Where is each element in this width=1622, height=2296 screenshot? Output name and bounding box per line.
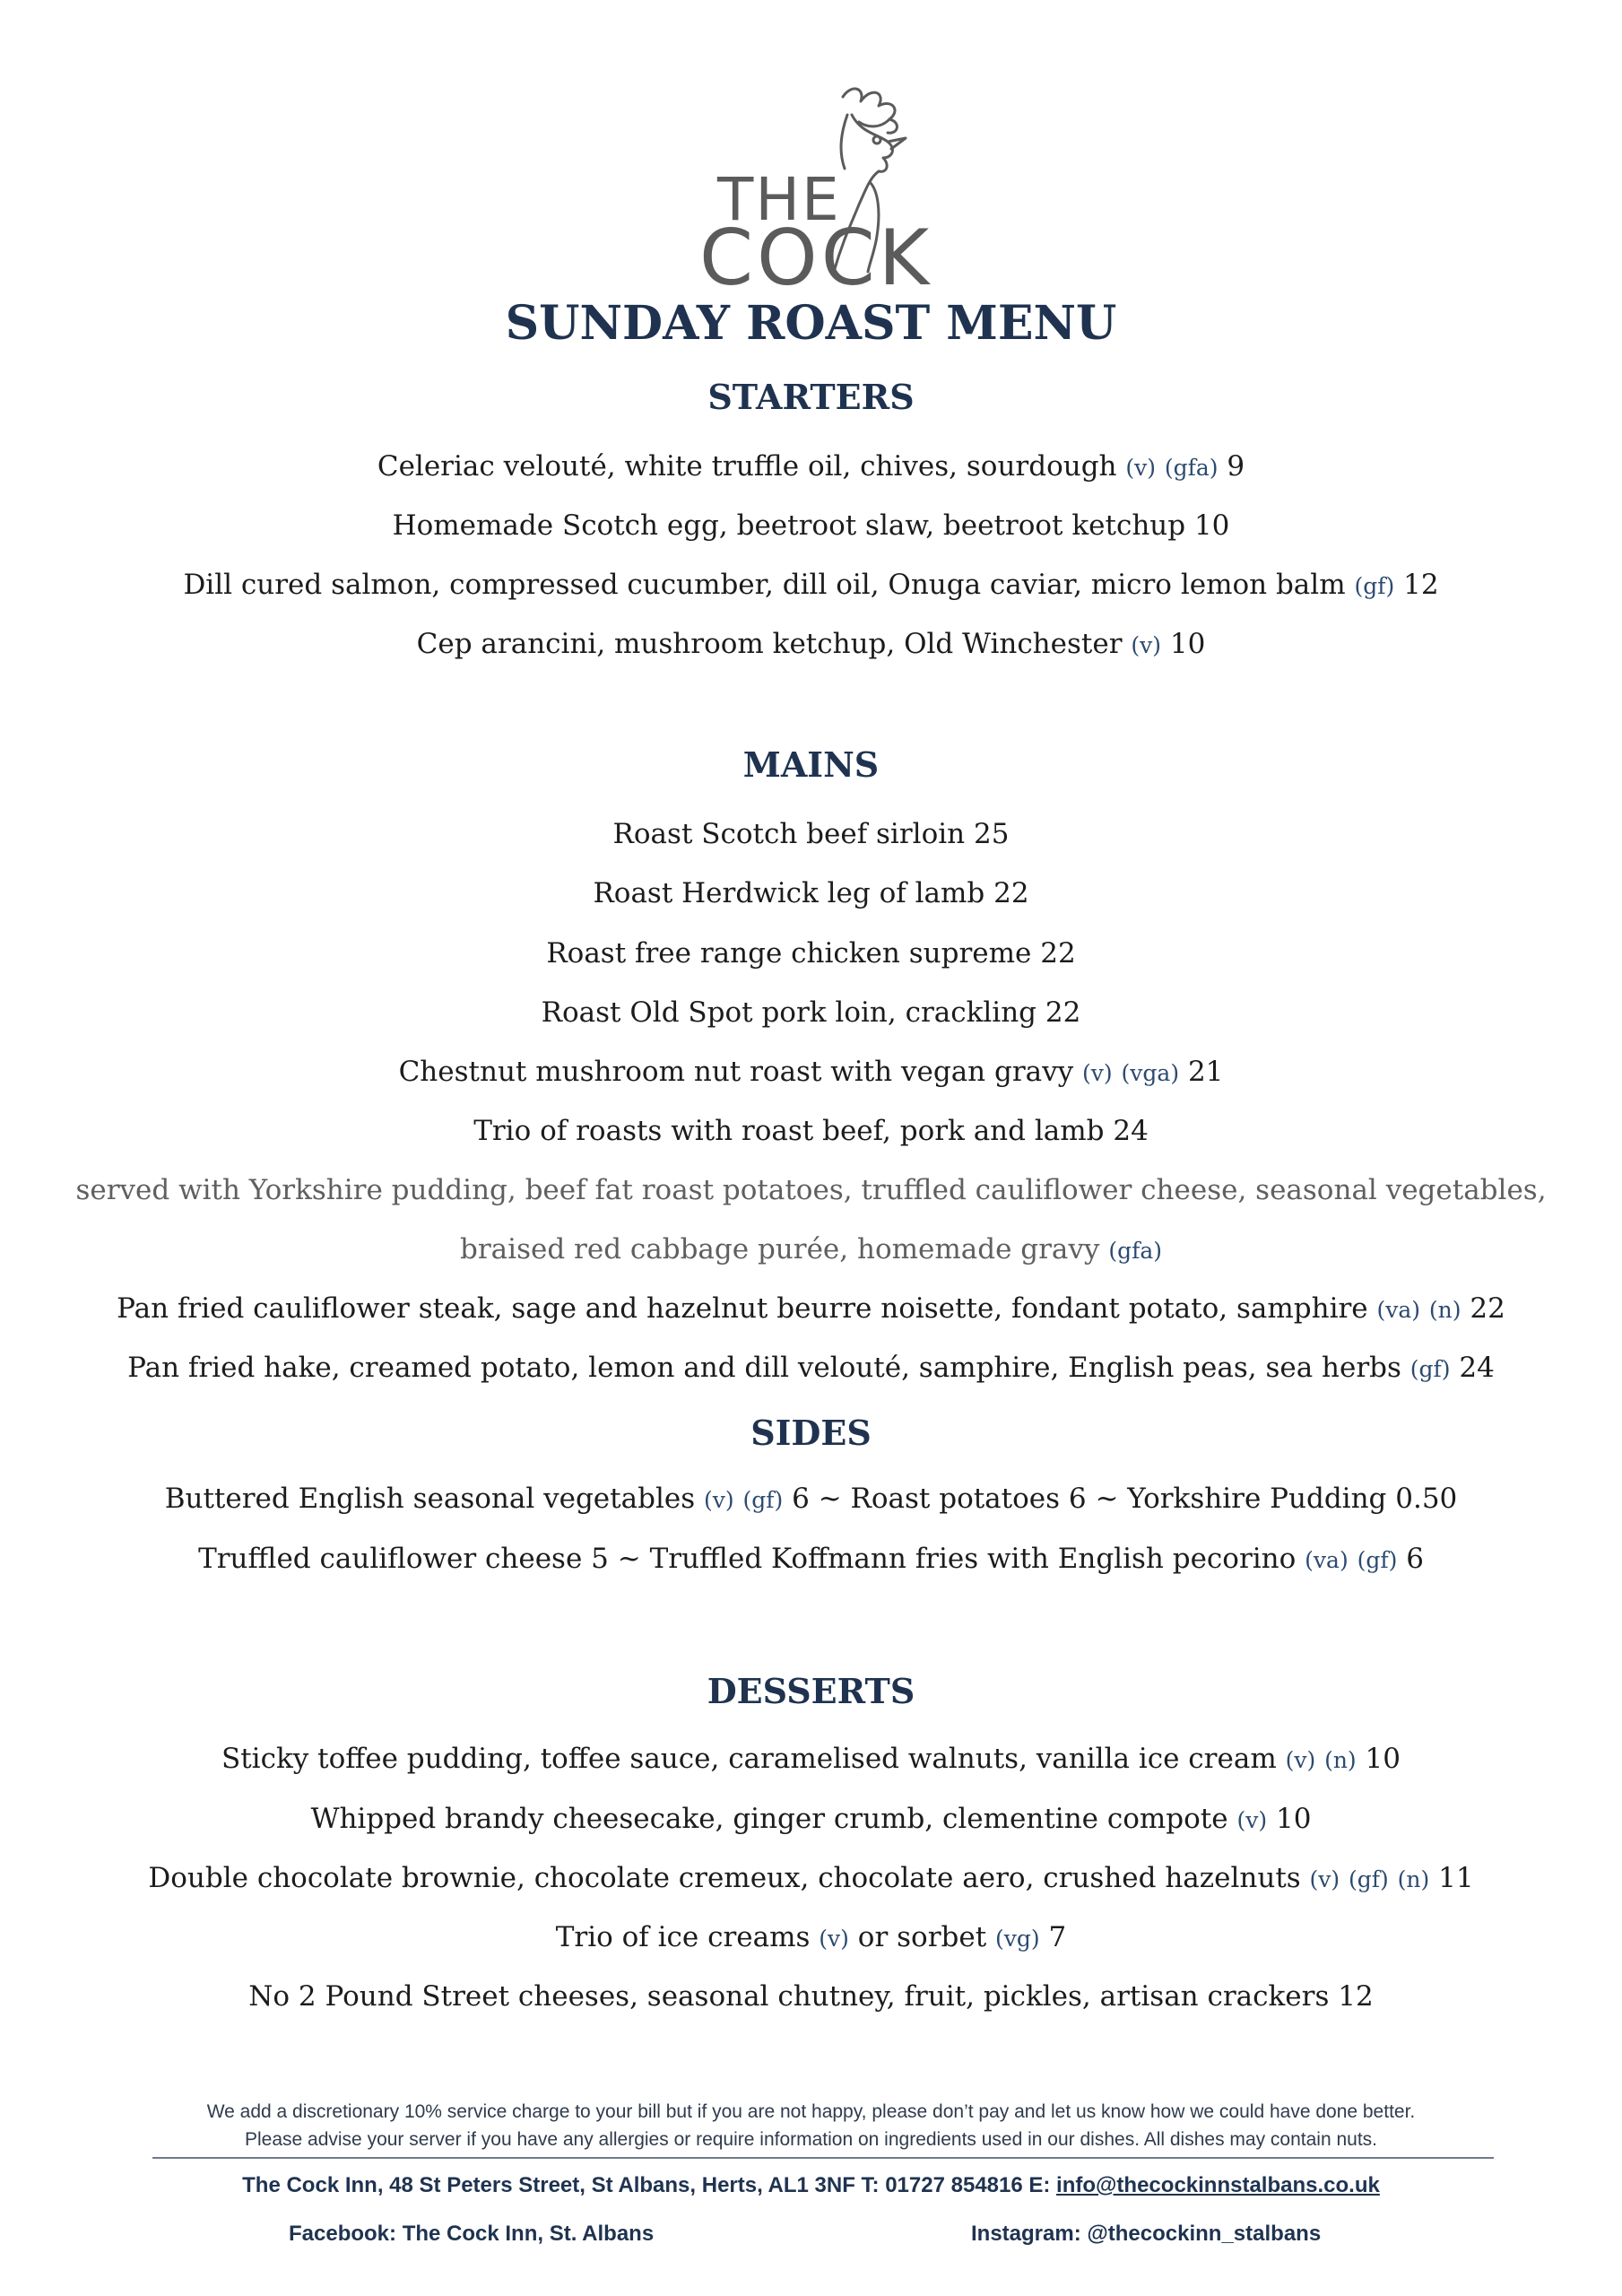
item-text: Cep arancini, mushroom ketchup, Old Winchester	[416, 628, 1123, 660]
menu-item	[0, 1483, 1622, 1515]
dietary-tag: (n)	[1324, 1747, 1357, 1773]
item-price: 9	[1227, 450, 1245, 483]
item-text: Roast Old Spot pork loin, crackling	[541, 996, 1037, 1029]
item-text: Trio of ice creams	[555, 1921, 811, 1953]
item-price: 22	[1040, 937, 1076, 970]
section-heading-sides: SIDES	[750, 1413, 872, 1453]
logo-text-cock: COCK	[699, 213, 933, 303]
dietary-tag: (va)	[1305, 1547, 1349, 1573]
item-price: 6	[1406, 1543, 1424, 1575]
item-text: 6 ~ Roast potatoes 6 ~ Yorkshire Pudding 0.50	[792, 1483, 1458, 1515]
dietary-tag: (vga)	[1121, 1060, 1180, 1086]
menu-item	[0, 937, 1622, 970]
item-text: Roast Herdwick leg of lamb	[593, 877, 985, 909]
dietary-tag: (gf)	[1349, 1866, 1389, 1892]
dietary-tag: (v)	[1082, 1060, 1113, 1086]
item-text: Buttered English seasonal vegetables	[164, 1483, 696, 1515]
footer-divider	[152, 2157, 1494, 2159]
item-price: 22	[1045, 996, 1081, 1029]
item-text: Celeriac velouté, white truffle oil, chives, sourdough	[377, 450, 1117, 483]
menu-item	[0, 1115, 1622, 1147]
item-price: 22	[993, 877, 1029, 909]
menu-item	[0, 1056, 1622, 1088]
section-heading-starters: STARTERS	[707, 377, 915, 417]
item-price: 7	[1048, 1921, 1067, 1953]
dietary-tag: (gfa)	[1108, 1238, 1162, 1264]
served-with-note: served with Yorkshire pudding, beef fat roast potatoes, truffled cauliflower cheese, seasonal vegetables,	[75, 1174, 1547, 1206]
item-text: Double chocolate brownie, chocolate cremeux, chocolate aero, crushed hazelnuts	[148, 1862, 1301, 1894]
item-text: braised red cabbage purée, homemade gravy	[460, 1233, 1100, 1265]
item-text: No 2 Pound Street cheeses, seasonal chutney, fruit, pickles, artisan crackers	[248, 1980, 1330, 2013]
section-heading-desserts: DESSERTS	[707, 1671, 915, 1711]
menu-item	[0, 877, 1622, 909]
dietary-tag: (n)	[1428, 1297, 1462, 1323]
menu-item	[0, 818, 1622, 850]
served-with-note	[0, 1233, 1622, 1265]
item-text: Truffled cauliflower cheese 5 ~ Truffled Koffmann fries with English pecorino	[198, 1543, 1297, 1575]
menu-item	[0, 1352, 1622, 1384]
item-price: 24	[1113, 1115, 1149, 1147]
service-charge-note: We add a discretionary 10% service charge to your bill but if you are not happy, please don’t pay and let us know how we could have done better.	[206, 2101, 1416, 2122]
item-text: Dill cured salmon, compressed cucumber, dill oil, Onuga caviar, micro lemon balm	[183, 569, 1346, 601]
item-price: 21	[1187, 1056, 1224, 1088]
menu-title: SUNDAY ROAST MENU	[505, 296, 1117, 351]
facebook-text: Facebook: The Cock Inn, St. Albans	[289, 2222, 655, 2246]
menu-item	[0, 628, 1622, 660]
item-text: Trio of roasts with roast beef, pork and lamb	[473, 1115, 1105, 1147]
dietary-tag: (v)	[1285, 1747, 1316, 1773]
item-price: 22	[1470, 1292, 1505, 1325]
menu-item	[0, 1803, 1622, 1835]
item-text: Roast Scotch beef sirloin	[612, 818, 966, 850]
menu-item	[0, 1292, 1622, 1325]
logo	[681, 79, 950, 303]
item-text: Sticky toffee pudding, toffee sauce, caramelised walnuts, vanilla ice cream	[221, 1743, 1277, 1775]
item-text: Pan fried cauliflower steak, sage and hazelnut beurre noisette, fondant potato, samphire	[117, 1292, 1368, 1325]
item-price: 24	[1459, 1352, 1495, 1384]
logo-text-the: THE	[717, 165, 841, 234]
item-price: 10	[1193, 509, 1230, 542]
item-price: 25	[973, 818, 1010, 850]
dietary-tag: (gf)	[1409, 1356, 1451, 1382]
item-price: 12	[1403, 569, 1439, 601]
menu-item	[0, 450, 1622, 483]
menu-item	[0, 996, 1622, 1029]
dietary-tag: (vg)	[995, 1926, 1040, 1952]
item-text: Homemade Scotch egg, beetroot slaw, beetroot ketchup	[392, 509, 1186, 542]
dietary-tag: (n)	[1397, 1866, 1430, 1892]
item-text: or sorbet	[857, 1921, 987, 1953]
menu-item	[0, 1862, 1622, 1894]
dietary-tag: (v)	[1131, 632, 1162, 658]
section-heading-mains: MAINS	[742, 744, 880, 785]
menu-item	[0, 1543, 1622, 1575]
item-text: Roast free range chicken supreme	[546, 937, 1032, 970]
menu-item	[0, 1743, 1622, 1775]
item-text: Whipped brandy cheesecake, ginger crumb, clementine compote	[310, 1803, 1228, 1835]
dietary-tag: (gfa)	[1164, 455, 1219, 481]
dietary-tag: (v)	[819, 1926, 849, 1952]
item-price: 10	[1169, 628, 1206, 660]
contact-line	[0, 2173, 1622, 2198]
menu-item	[0, 569, 1622, 601]
email-link[interactable]: info@thecockinnstalbans.co.uk	[1056, 2173, 1380, 2197]
dietary-tag: (v)	[1309, 1866, 1340, 1892]
instagram-text: Instagram: @thecockinn_stalbans	[971, 2222, 1322, 2246]
item-price: 11	[1438, 1862, 1474, 1894]
item-price: 10	[1365, 1743, 1401, 1775]
dietary-tag: (v)	[703, 1487, 734, 1513]
dietary-tag: (gf)	[1354, 573, 1395, 599]
dietary-tag: (gf)	[1357, 1547, 1398, 1573]
address-text: The Cock Inn, 48 St Peters Street, St Albans, Herts, AL1 3NF T: 01727 854816 E:	[242, 2173, 1051, 2197]
dietary-tag: (gf)	[742, 1487, 784, 1513]
item-price: 10	[1275, 1803, 1312, 1835]
item-price: 12	[1338, 1980, 1374, 2013]
item-text: Chestnut mushroom nut roast with vegan gravy	[398, 1056, 1074, 1088]
allergy-note: Please advise your server if you have any allergies or require information on ingredients used in our dishes. All dishes may contain nuts.	[244, 2129, 1377, 2150]
dietary-tag: (v)	[1236, 1807, 1268, 1833]
menu-item	[0, 1980, 1622, 2013]
menu-item	[0, 509, 1622, 542]
dietary-tag: (va)	[1376, 1297, 1421, 1323]
item-text: Pan fried hake, creamed potato, lemon and dill velouté, samphire, English peas, sea herbs	[127, 1352, 1401, 1384]
dietary-tag: (v)	[1125, 455, 1157, 481]
menu-item	[0, 1921, 1622, 1953]
